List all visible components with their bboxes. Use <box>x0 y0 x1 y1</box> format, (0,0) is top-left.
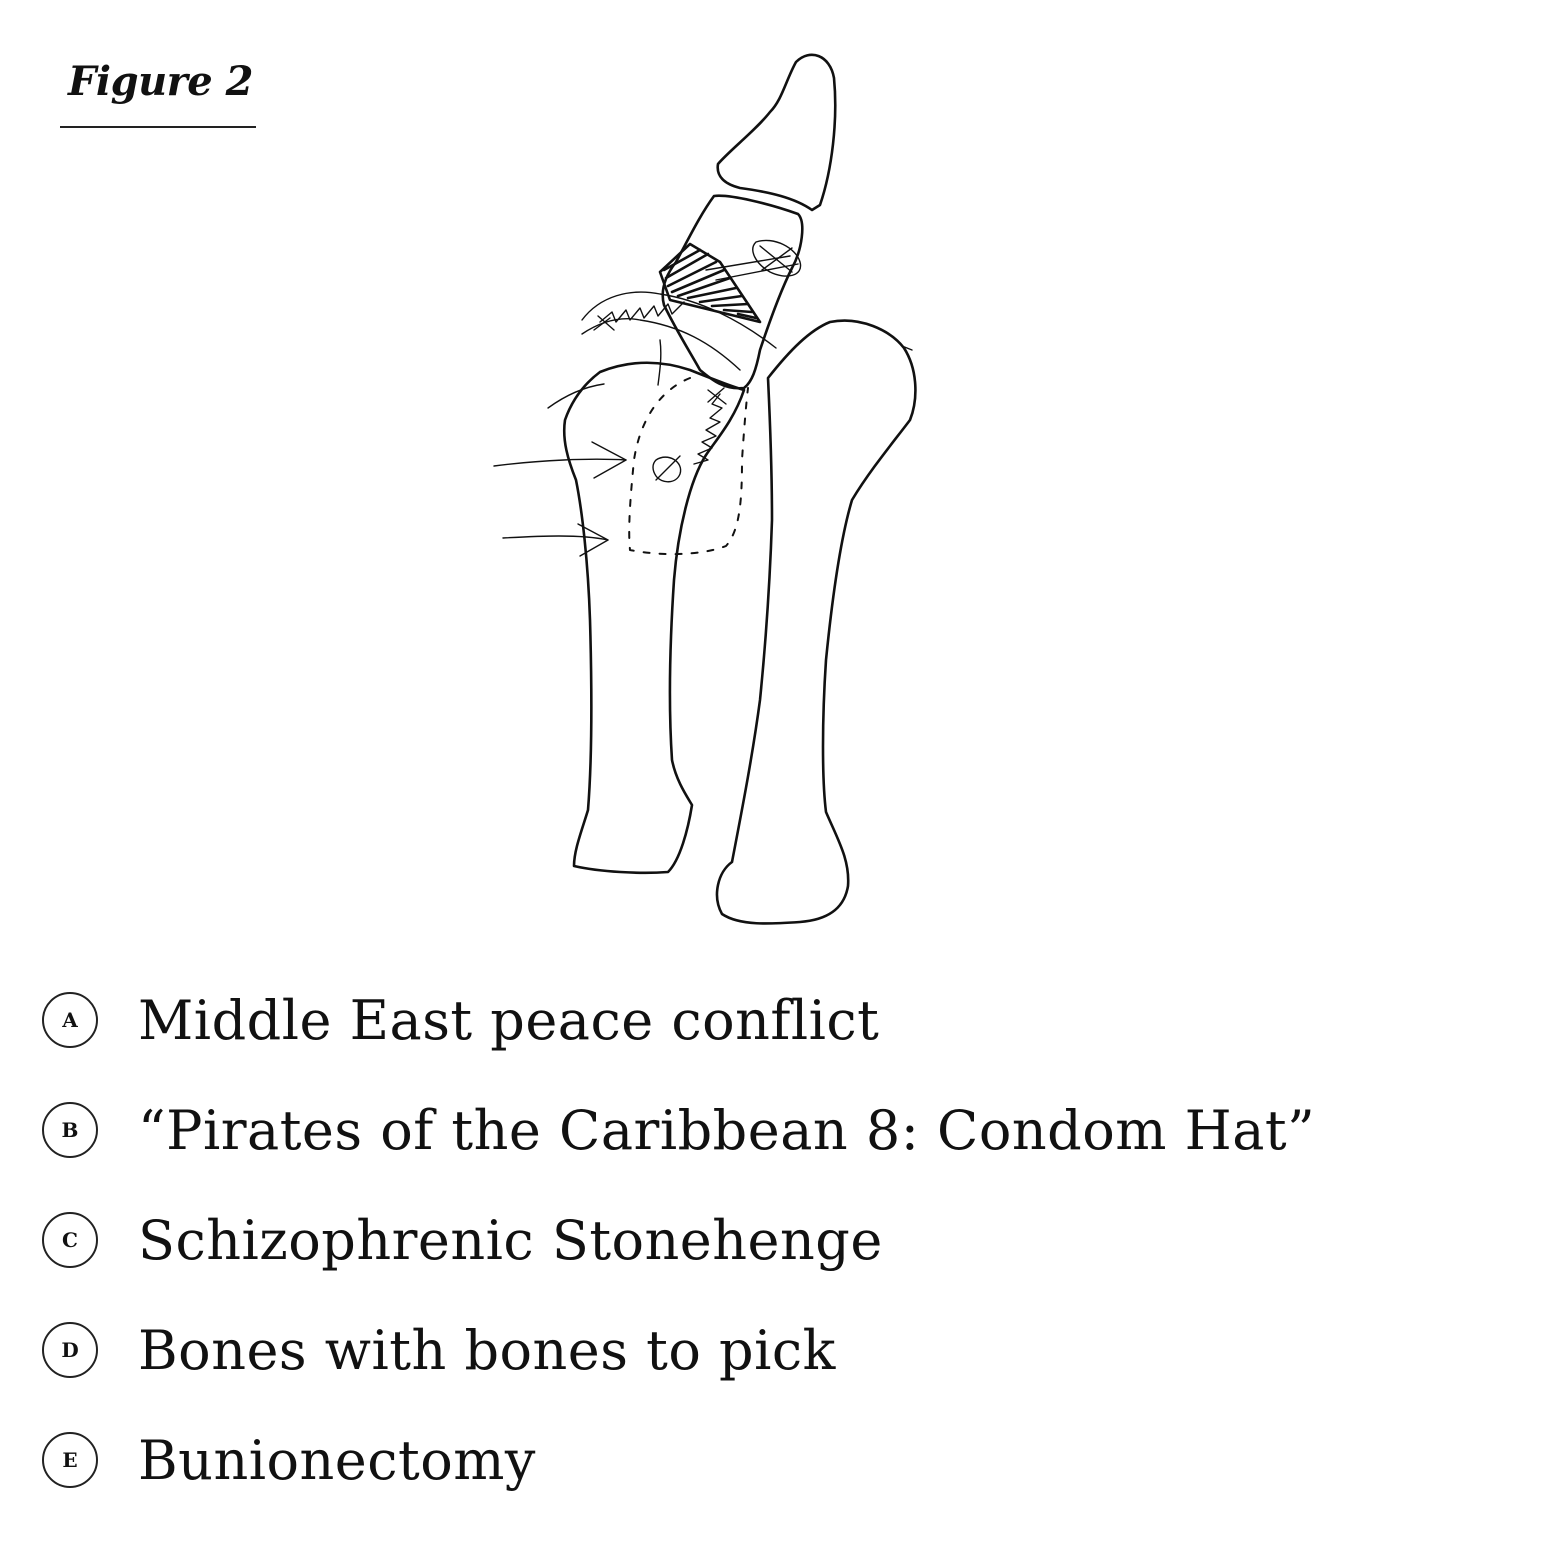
option-e-badge: E <box>42 1432 98 1488</box>
option-c[interactable] <box>40 1185 1520 1295</box>
option-a[interactable] <box>40 965 1520 1075</box>
option-c-badge: C <box>42 1212 98 1268</box>
answer-options <box>40 965 1520 1515</box>
proximal-phalanx <box>663 196 803 389</box>
option-b-badge: B <box>42 1102 98 1158</box>
option-d-badge: D <box>42 1322 98 1378</box>
arrow-upper-shaft <box>494 459 626 466</box>
figure-title: Figure 2 <box>68 58 253 105</box>
option-a-text: Middle East peace conflict <box>138 988 880 1052</box>
option-c-text: Schizophrenic Stonehenge <box>138 1208 883 1272</box>
option-a-badge: A <box>42 992 98 1048</box>
option-d[interactable] <box>40 1295 1520 1405</box>
option-e[interactable] <box>40 1405 1520 1515</box>
option-b-text: “Pirates of the Caribbean 8: Condom Hat” <box>138 1098 1316 1162</box>
dashed-bunion-outline <box>629 378 748 554</box>
arrow-lower-shaft <box>503 536 608 540</box>
second-metatarsal <box>717 321 915 924</box>
option-d-text: Bones with bones to pick <box>138 1318 836 1382</box>
first-metatarsal <box>564 363 744 873</box>
distal-phalanx <box>718 55 836 210</box>
option-b[interactable] <box>40 1075 1520 1185</box>
option-e-text: Bunionectomy <box>138 1428 536 1492</box>
